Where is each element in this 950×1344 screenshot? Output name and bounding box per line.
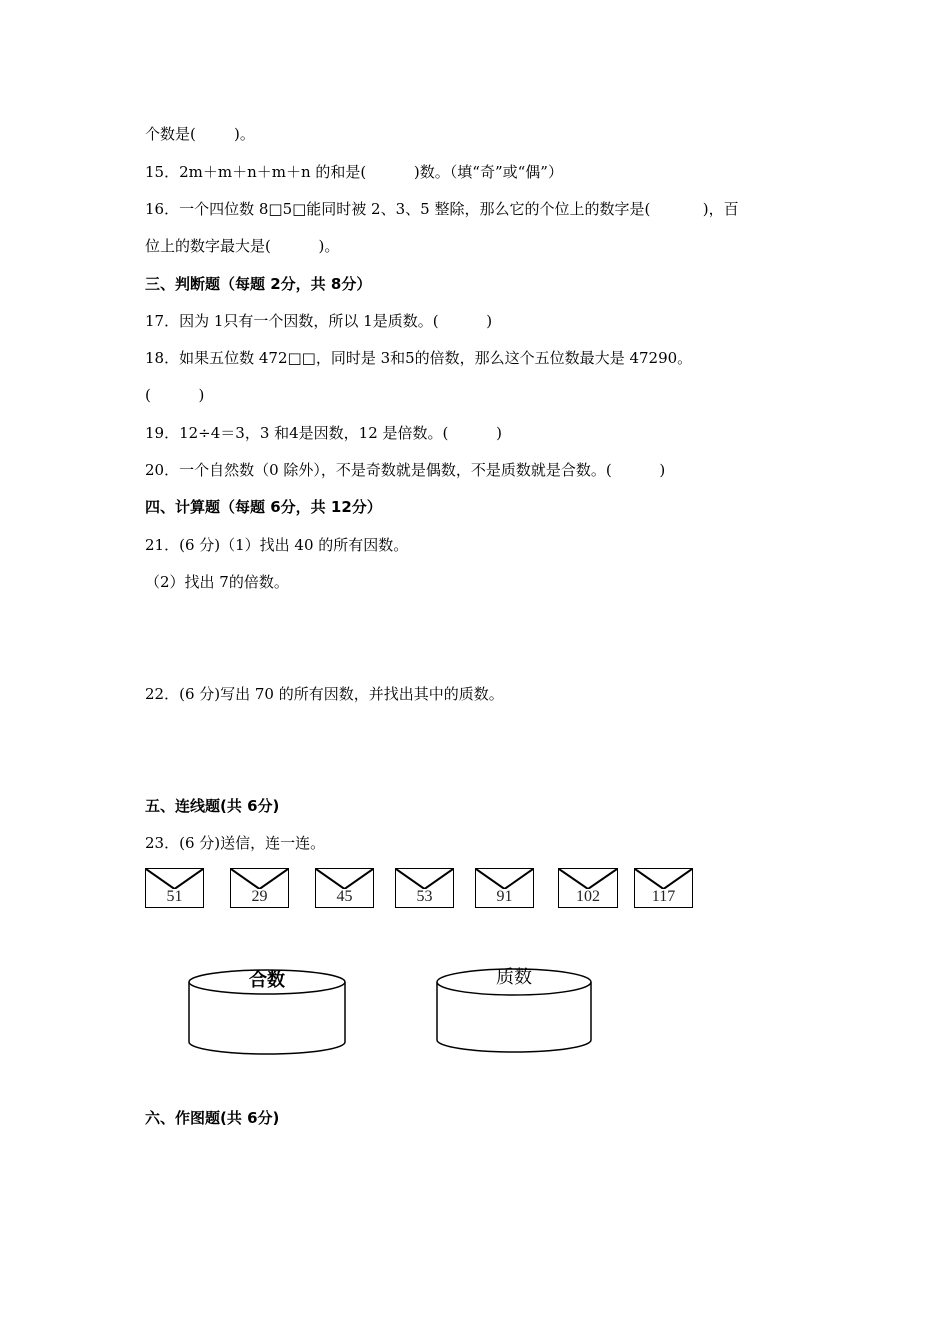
question-15: 15．2m＋m＋n＋m＋n 的和是( )数。（填“奇”或“偶”） xyxy=(145,163,563,181)
envelope-51[interactable] xyxy=(145,868,204,908)
prime-label: 质数 xyxy=(496,967,532,988)
envelope-flap-icon xyxy=(231,869,288,889)
question-16-line1: 16．一个四位数 8□5□能同时被 2、3、5 整除，那么它的个位上的数字是( )，百 xyxy=(145,200,739,218)
envelope-45[interactable] xyxy=(315,868,374,908)
section-6-heading: 六、作图题(共 6分) xyxy=(145,1109,280,1127)
envelope-number: 117 xyxy=(651,888,676,905)
section-4-heading: 四、计算题（每题 6分，共 12分） xyxy=(145,498,382,516)
section-5-heading: 五、连线题(共 6分) xyxy=(145,797,280,815)
envelope-number: 91 xyxy=(496,888,513,905)
question-23: 23．(6 分)送信，连一连。 xyxy=(145,834,326,852)
envelope-102[interactable] xyxy=(558,868,618,908)
envelope-91[interactable] xyxy=(475,868,534,908)
envelope-117[interactable] xyxy=(634,868,693,908)
envelope-flap-icon xyxy=(559,869,617,889)
envelope-29[interactable] xyxy=(230,868,289,908)
envelope-number: 51 xyxy=(166,888,183,905)
envelope-flap-icon xyxy=(396,869,453,889)
envelope-number: 102 xyxy=(576,888,600,905)
question-16-line2: 位上的数字最大是( )。 xyxy=(145,237,340,255)
question-18-line2: ( ) xyxy=(145,386,205,404)
question-18-line1: 18．如果五位数 472□□，同时是 3和5的倍数，那么这个五位数最大是 47290。 xyxy=(145,349,693,367)
section-3-heading: 三、判断题（每题 2分，共 8分） xyxy=(145,275,372,293)
envelope-flap-icon xyxy=(635,869,692,889)
envelope-53[interactable] xyxy=(395,868,454,908)
composite-number-box[interactable] xyxy=(187,964,347,1056)
question-22: 22．(6 分)写出 70 的所有因数，并找出其中的质数。 xyxy=(145,685,504,703)
question-21-part2: （2）找出 7的倍数。 xyxy=(145,573,289,591)
envelope-flap-icon xyxy=(316,869,373,889)
question-14-continuation: 个数是( )。 xyxy=(145,125,255,143)
envelope-number: 45 xyxy=(336,888,353,905)
prime-number-box[interactable] xyxy=(435,962,593,1054)
envelope-flap-icon xyxy=(146,869,203,889)
envelope-number: 29 xyxy=(251,888,268,905)
question-19: 19．12÷4＝3，3 和4是因数，12 是倍数。( ) xyxy=(145,424,502,442)
composite-label: 合数 xyxy=(249,970,285,991)
question-17: 17．因为 1只有一个因数，所以 1是质数。( ) xyxy=(145,312,493,330)
question-21-part1: 21．(6 分)（1）找出 40 的所有因数。 xyxy=(145,536,409,554)
envelope-flap-icon xyxy=(476,869,533,889)
question-20: 20．一个自然数（0 除外），不是奇数就是偶数，不是质数就是合数。( ) xyxy=(145,461,666,479)
envelope-number: 53 xyxy=(416,888,433,905)
